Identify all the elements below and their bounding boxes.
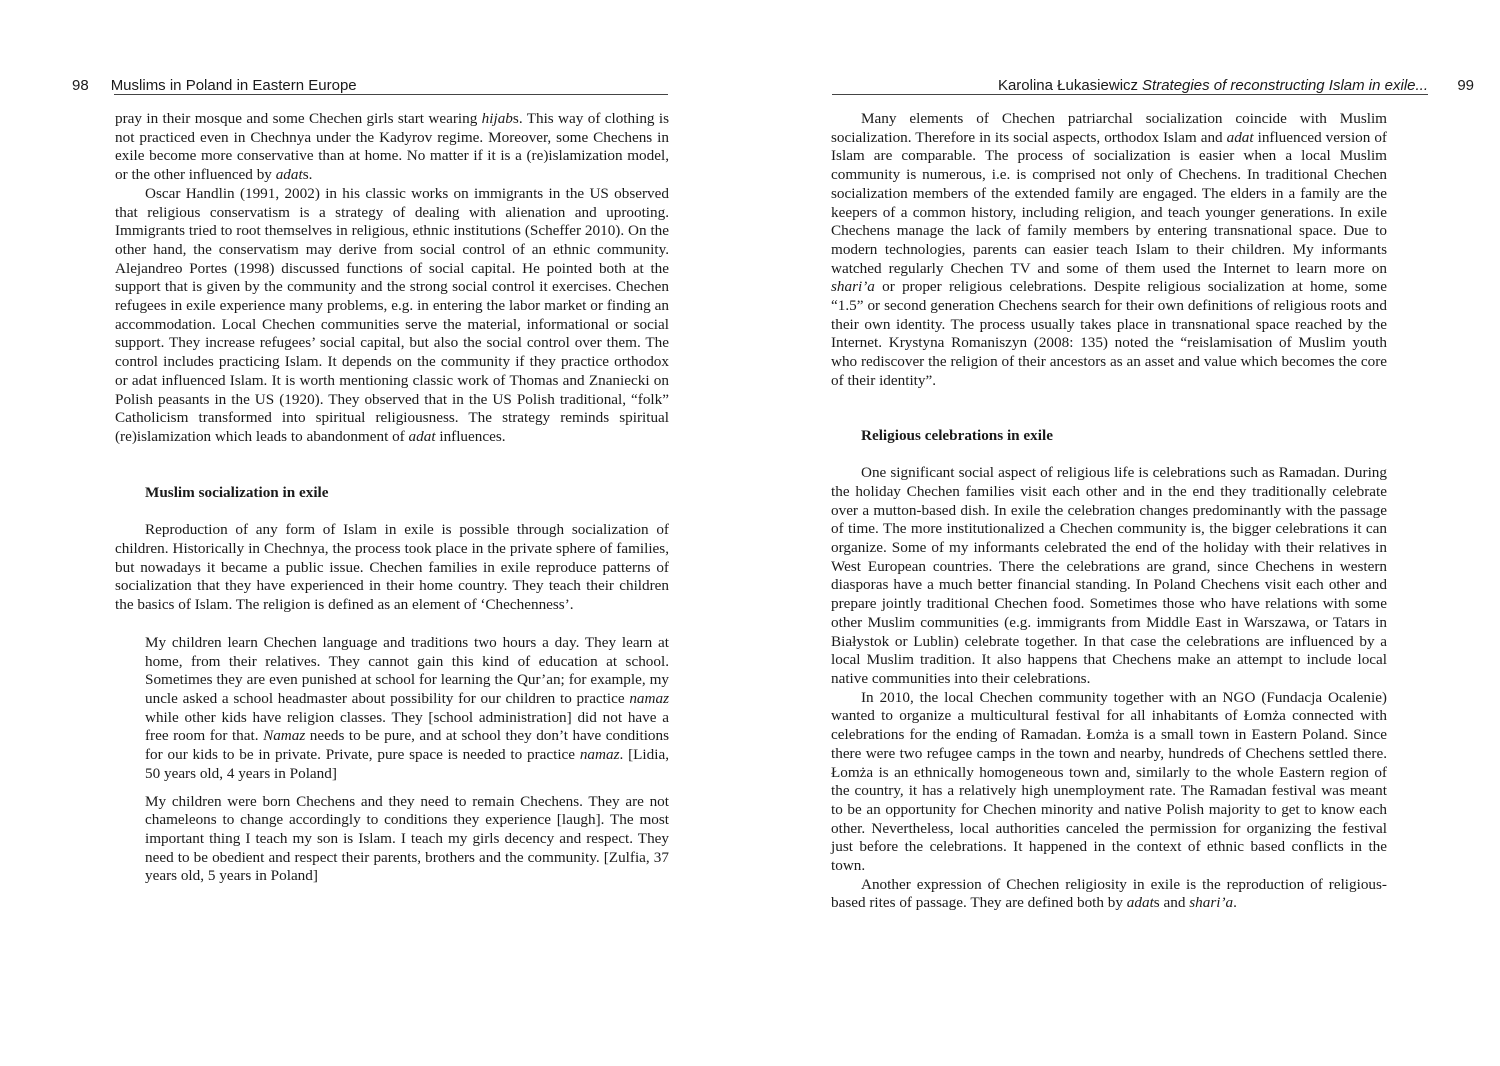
left-paragraph-2: Oscar Handlin (1991, 2002) in his classic works on immigrants in the US observed that religious conservatism is a strategy of dealing with alienation and uprooting. Immigrants tried to root themselves in religious, ethnic institutions (Scheffer 2010). On the other hand, the conservatism may derive from social control of an ethnic community. Alejandreo Portes (1998) discussed functions of social capital. He pointed both at the support that is given by the community and the strong social control it exercises. Chechen refugees in exile experience many problems, e.g. in entering the labor market or finding an accommodation. Local Chechen communities serve the material, informational or social support. They increase refugees’ social capital, but also the social control over them. The control includes practicing Islam. It depends on the community if they practice orthodox or adat influenced Islam. It is worth mentioning classic work of Thomas and Znaniecki on Polish peasants in the US (1920). They observed that in the US Polish traditional, “folk” Catholicism transformed into spiritual religiousness. The strategy reminds spiritual (re)islamization which leads to abandonment of adat influences. [115,184,669,445]
block-quote-lidia: My children learn Chechen language and traditions two hours a day. They learn at home, from their relatives. They cannot gain this kind of education at school. Sometimes they are even punished at school for learning the Qur’an; for example, my uncle asked a school headmaster about possibility for our children to practice namaz while other kids have religion classes. They [school administration] did not have a free room for that. Namaz needs to be pure, and at school they don’t have conditions for our kids to be in private. Private, pure space is needed to practice namaz. [Lidia, 50 years old, 4 years in Poland] [145,633,670,782]
section-heading-religious-celebrations: Religious celebrations in exile [861,426,1053,444]
right-paragraph-3: In 2010, the local Chechen community together with an NGO (Fundacja Ocalenie) wanted to organize a multicultural festival for all inhabitants of Łomża connected with celebrations for the ending of Ramadan. Łomża is a small town in Eastern Poland. Since there were two refugee camps in the town and nearby, hundreds of Chechens settled there. Łomża is an ethnically homogeneous town and, similarly to the whole Eastern region of the country, it has a relatively high unemployment rate. The Ramadan festival was meant to be an opportunity for Chechen minority and native Polish majority to get to know each other. Nevertheless, local authorities canceled the permission for organizing the festival just before the celebrations. It happened in the context of ethnic based conflicts in the town. [831,688,1387,875]
right-paragraph-1: Many elements of Chechen patriarchal socialization coincide with Muslim socialization. Therefore in its social aspects, orthodox Islam and adat influenced version of Islam are comparable. The process of socialization is easier when a local Muslim community is numerous, i.e. is comprised not only of Chechens. In traditional Chechen socialization members of the extended family are engaged. The elders in a family are the keepers of a common history, including religion, and teach younger generations. In exile Chechens manage the lack of family members by entering transnational space. Due to modern technologies, parents can easier teach Islam to their children. My informants watched regularly Chechen TV and some of them used the Internet to learn more on shari’a or proper religious celebrations. Despite religious socialization at home, some “1.5” or second generation Chechens search for their own definitions of religious roots and their own identity. The process usually takes place in transnational space reached by the Internet. Krystyna Romaniszyn (2008: 135) noted the “reislamisation of Muslim youth who rediscover the religion of their ancestors as an asset and value which becomes the core of their identity”. [831,110,1387,389]
left-running-header [72,72,668,94]
right-page-number: 99 [1457,77,1474,94]
right-paragraph-2: One significant social aspect of religious life is celebrations such as Ramadan. During the holiday Chechen families visit each other and in the end they traditionally celebrate over a mutton-based dish. In exile the celebration changes predominantly with the passage of time. The more institutionalized a Chechen community is, the bigger celebrations it can organize. Some of my informants celebrated the end of the holiday with their relatives in West European countries. There the celebrations are grand, since Chechens in western diasporas have a much better financial standing. In Poland Chechens visit each other and prepare jointly traditional Chechen food. Sometimes those who have relations with some other Muslim communities (e.g. immigrants from Middle East in Warszawa, or Tatars in Białystok or Lublin) celebrate together. In that case the celebrations are influenced by a local Muslim tradition. It also happens that Chechens make an attempt to include local native communities into their celebrations. [831,464,1387,687]
right-running-head-title: Strategies of reconstructing Islam in exile... [1142,77,1428,94]
block-quote-zulfia: My children were born Chechens and they need to remain Chechens. They are not chameleons to change accordingly to conditions they experience [laugh]. The most important thing I teach my son is Islam. I teach my girls decency and respect. They need to be obedient and respect their parents, brothers and the community. [Zulfia, 37 years old, 5 years in Poland] [145,792,669,885]
right-body-text [831,110,1387,913]
left-paragraph-3: Reproduction of any form of Islam in exile is possible through socialization of children. Historically in Chechnya, the process took place in the private sphere of families, but nowadays it became a public issue. Chechen families in exile reproduce patterns of socialization that they have experienced in their home country. They teach their children the basics of Islam. The religion is defined as an element of ‘Chechenness’. [115,521,669,614]
right-page [750,0,1500,1066]
right-running-head-author: Karolina Łukasiewicz [997,77,1139,94]
right-header-rule [832,94,1428,95]
left-running-head: Muslims in Poland in Eastern Europe [110,77,357,94]
left-header-rule [114,94,668,95]
left-page-number: 98 [72,77,89,94]
left-paragraph-1: pray in their mosque and some Chechen girls start wearing hijabs. This way of clothing is not practiced even in Chechnya under the Kadyrov regime. Moreover, some Chechens in exile become more conservative than at home. No matter if it is a (re)islamization model, or the other influenced by adats. [115,110,670,184]
left-body-text [115,110,669,886]
right-paragraph-4: Another expression of Chechen religiosity in exile is the reproduction of religious-based rites of passage. They are defined both by adats and shari’a. [831,875,1387,912]
right-running-header [832,72,1474,94]
section-heading-muslim-socialization: Muslim socialization in exile [145,483,329,501]
